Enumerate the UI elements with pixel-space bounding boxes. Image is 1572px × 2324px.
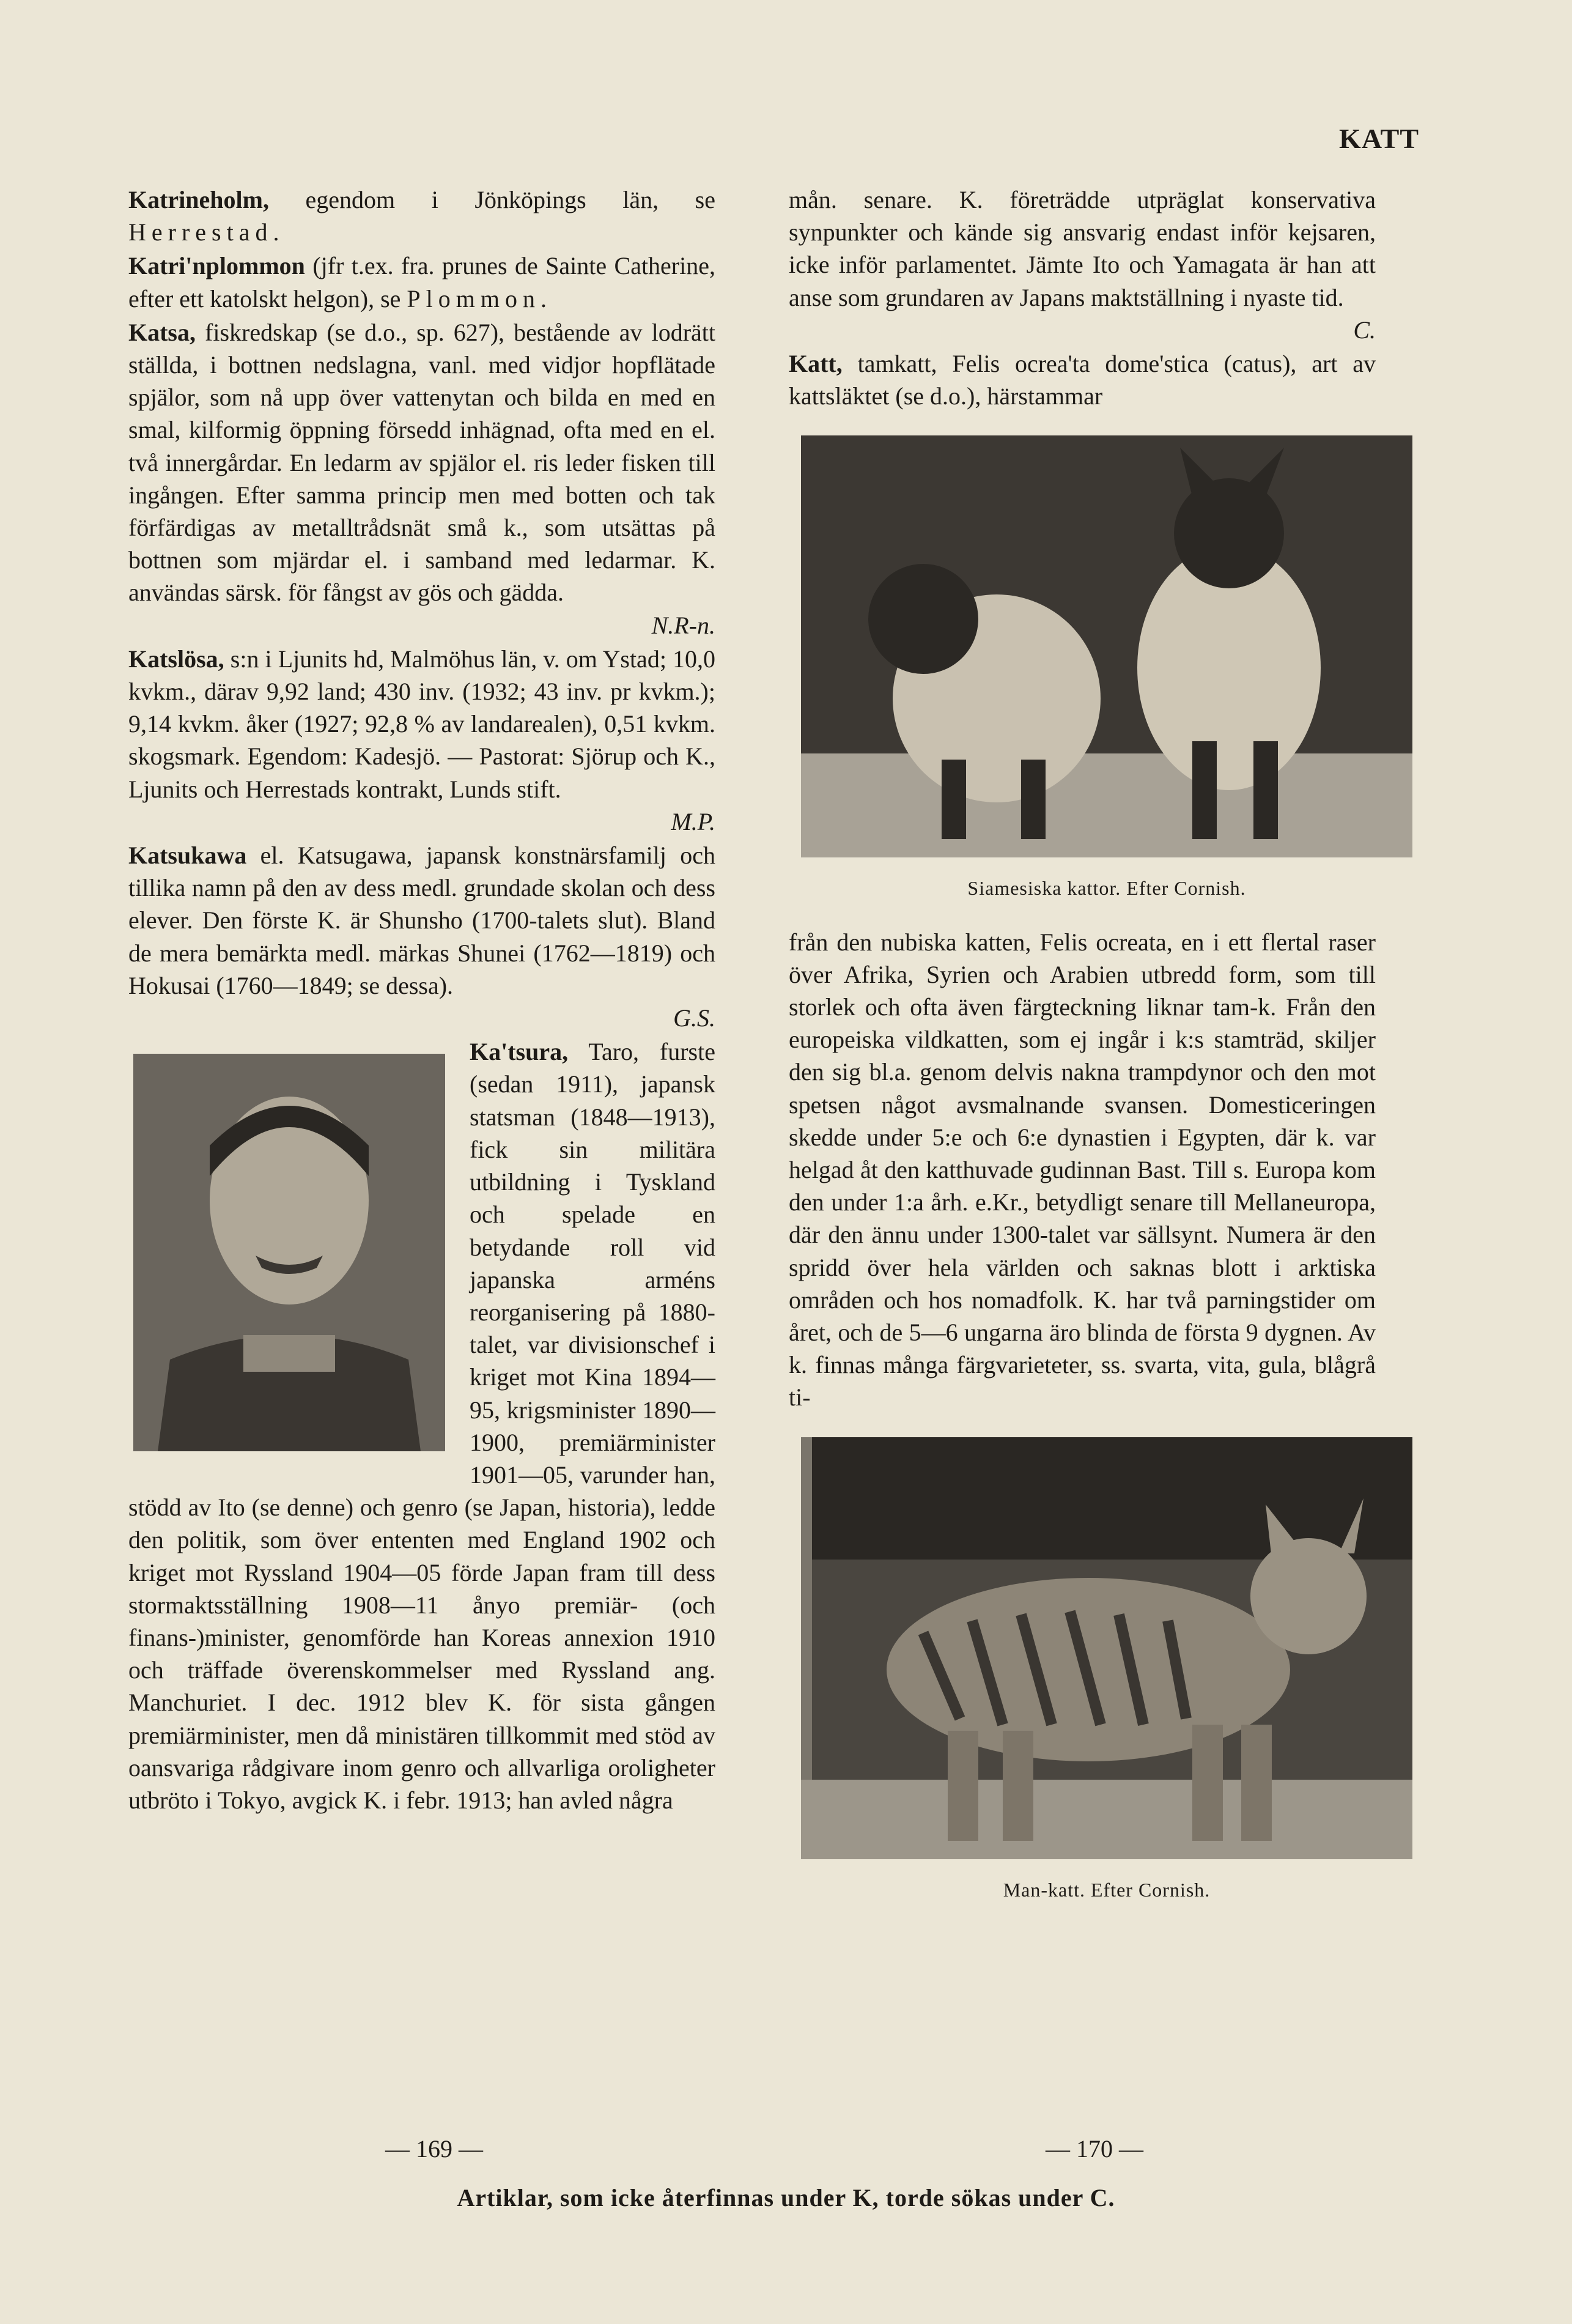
portrait-photo	[133, 1054, 445, 1451]
author-signature: C.	[1353, 316, 1376, 344]
page-number-right: — 170 —	[1046, 2135, 1143, 2163]
entry-katt-intro: Katt, tamkatt, Felis ocrea'ta dome'stica (catus), art av kattsläktet (se d.o.), härstammar	[789, 350, 1376, 410]
headword: Katsa,	[128, 318, 196, 346]
headword: Katrineholm,	[128, 186, 269, 213]
portrait-image	[133, 1054, 445, 1451]
footer-note: Artiklar, som icke återfinnas under K, torde sökas under C.	[457, 2184, 1115, 2211]
running-header: KATT	[1339, 123, 1419, 154]
headword: Ka'tsura,	[470, 1038, 569, 1066]
cross-reference: Plommon	[407, 284, 541, 313]
manx-cat-image	[801, 1437, 1412, 1859]
entry-katsura-continued: mån. senare. K. företrädde utpräglat konservativa synpunkter och kände sig ansvarig endast inför kejsaren, icke inför parlamentet. Jämte Ito och Yamagata är han att anse som grundaren av Japans maktställning i nyaste tid. C.	[789, 183, 1376, 346]
entry-katsukawa: Katsukawa el. Katsugawa, japansk konstnärsfamilj och tillika namn på den av dess medl. grundade skolan och dess elever. Den förste K. är Shunsho (1700-talets slut). Bland de mera bemärkta medl. märkas Shunei (1762—1819) och Hokusai (1760—1849; se dessa). G.S.	[128, 839, 715, 1034]
author-signature: G.S.	[673, 1004, 715, 1032]
headword: Katsukawa	[128, 842, 247, 870]
entry-katrinplommon: Katri'nplommon (jfr t.ex. fra. prunes de Sainte Catherine, efter ett katolskt helgon), se Plommon.	[128, 252, 715, 313]
left-column	[128, 183, 715, 1816]
page-number-left: — 169 —	[385, 2135, 483, 2163]
headword: Katt,	[789, 350, 843, 378]
entry-katsa: Katsa, fiskredskap (se d.o., sp. 627), bestående av lodrätt ställda, i bottnen nedslagna, vanl. med vidjor hopflätade spjälor, som nå upp över vattenytan och bilda en med en smal, kilformig öppning försedd inhägnad, ofta med en el. två innergårdar. En ledarm av spjälor el. ris leder fisken till ingången. Efter samma princip men med botten och tak förfärdigas av metalltrådsnät små k., som utsättas på bottnen som mjärdar el. i samband med ledarmar. K. användas särsk. för fångst av gös och gädda. N.R-n.	[128, 316, 715, 642]
entry-katt-text: från den nubiska katten, Felis ocreata, en i ett flertal raser över Afrika, Syrien och Arabien utbredd form, som till storlek och ofta även färgteckning liknar tam-k. Från den europeiska vildkatten, som ej ingår i k:s stamträd, skiljer den sig bl.a. genom delvis nakna trampdynor och den mot spetsen något avsmalnande svansen. Domesticeringen skedde under 5:e och 6:e dynastien i Egypten, där k. var helgad åt den katthuvade gudinnan Bast. Till s. Europa kom den under 1:a årh. e.Kr., betydligt senare till Mellaneuropa, där den ännu under 1300-talet var sällsynt. Numera är den spridd över hela världen och saknas blott i arktiska områden och hos nomadfolk. K. har två parningstider om året, och de 5—6 ungarna äro blinda de första 9 dygnen. Av k. finnas många färgvarieteter, ss. svarta, vita, gula, blågrå ti-	[789, 928, 1376, 1412]
author-signature: N.R-n.	[651, 611, 715, 639]
headword: Katri'nplommon	[128, 252, 305, 280]
entry-katslosa: Katslösa, s:n i Ljunits hd, Malmöhus län, v. om Ystad; 10,0 kvkm., därav 9,92 land; 430 inv. (1932; 43 inv. pr kvkm.); 9,14 kvkm. åker (1927; 92,8 % av landarealen), 0,51 kvkm. skogsmark. Egendom: Kadesjö. — Pastorat: Sjörup och K., Ljunits och Herrestads kontrakt, Lunds stift. M.P.	[128, 643, 715, 838]
siamese-cats-image	[801, 435, 1412, 857]
siamese-cats-photo	[801, 435, 1412, 905]
manx-cat-photo	[801, 1437, 1412, 1906]
author-signature: M.P.	[671, 807, 715, 835]
right-column	[789, 183, 1376, 1927]
entry-katrineholm: Katrineholm, egendom i Jönköpings län, se Herrestad.	[128, 186, 715, 246]
headword: Katslösa,	[128, 645, 224, 673]
image-caption: Siamesiska kattor. Efter Cornish.	[967, 877, 1246, 900]
image-caption: Man-katt. Efter Cornish.	[1003, 1878, 1211, 1901]
cross-reference: Herrestad	[128, 218, 273, 246]
entry-katsura: Ka'tsura, Taro, furste (sedan 1911), japansk statsman (1848—1913), fick sin militära utbildning i Tyskland och spelade en betydande roll vid japanska arméns reorganisering på 1880-talet, var divisionschef i kriget mot Kina 1894—95, krigsminister 1890—1900, premiärminister 1901—05, varunder han, stödd av Ito (se denne) och genro (se Japan, historia), ledde den politik, som över ententen med England 1902 och kriget mot Ryssland 1904—05 förde Japan fram till dess stormaktsställning 1908—11 ånyo premiär- (och finans-)minister, genomförde han Koreas annexion 1910 och träffade överenskommelser med Ryssland ang. Manchuriet. I dec. 1912 blev K. för sista gången premiärminister, men då ministären tillkommit med stöd av oansvariga rådgivare inom genro och allvarliga oroligheter utbröto i Tokyo, avgick K. i febr. 1913; han avled några	[128, 1038, 715, 1814]
